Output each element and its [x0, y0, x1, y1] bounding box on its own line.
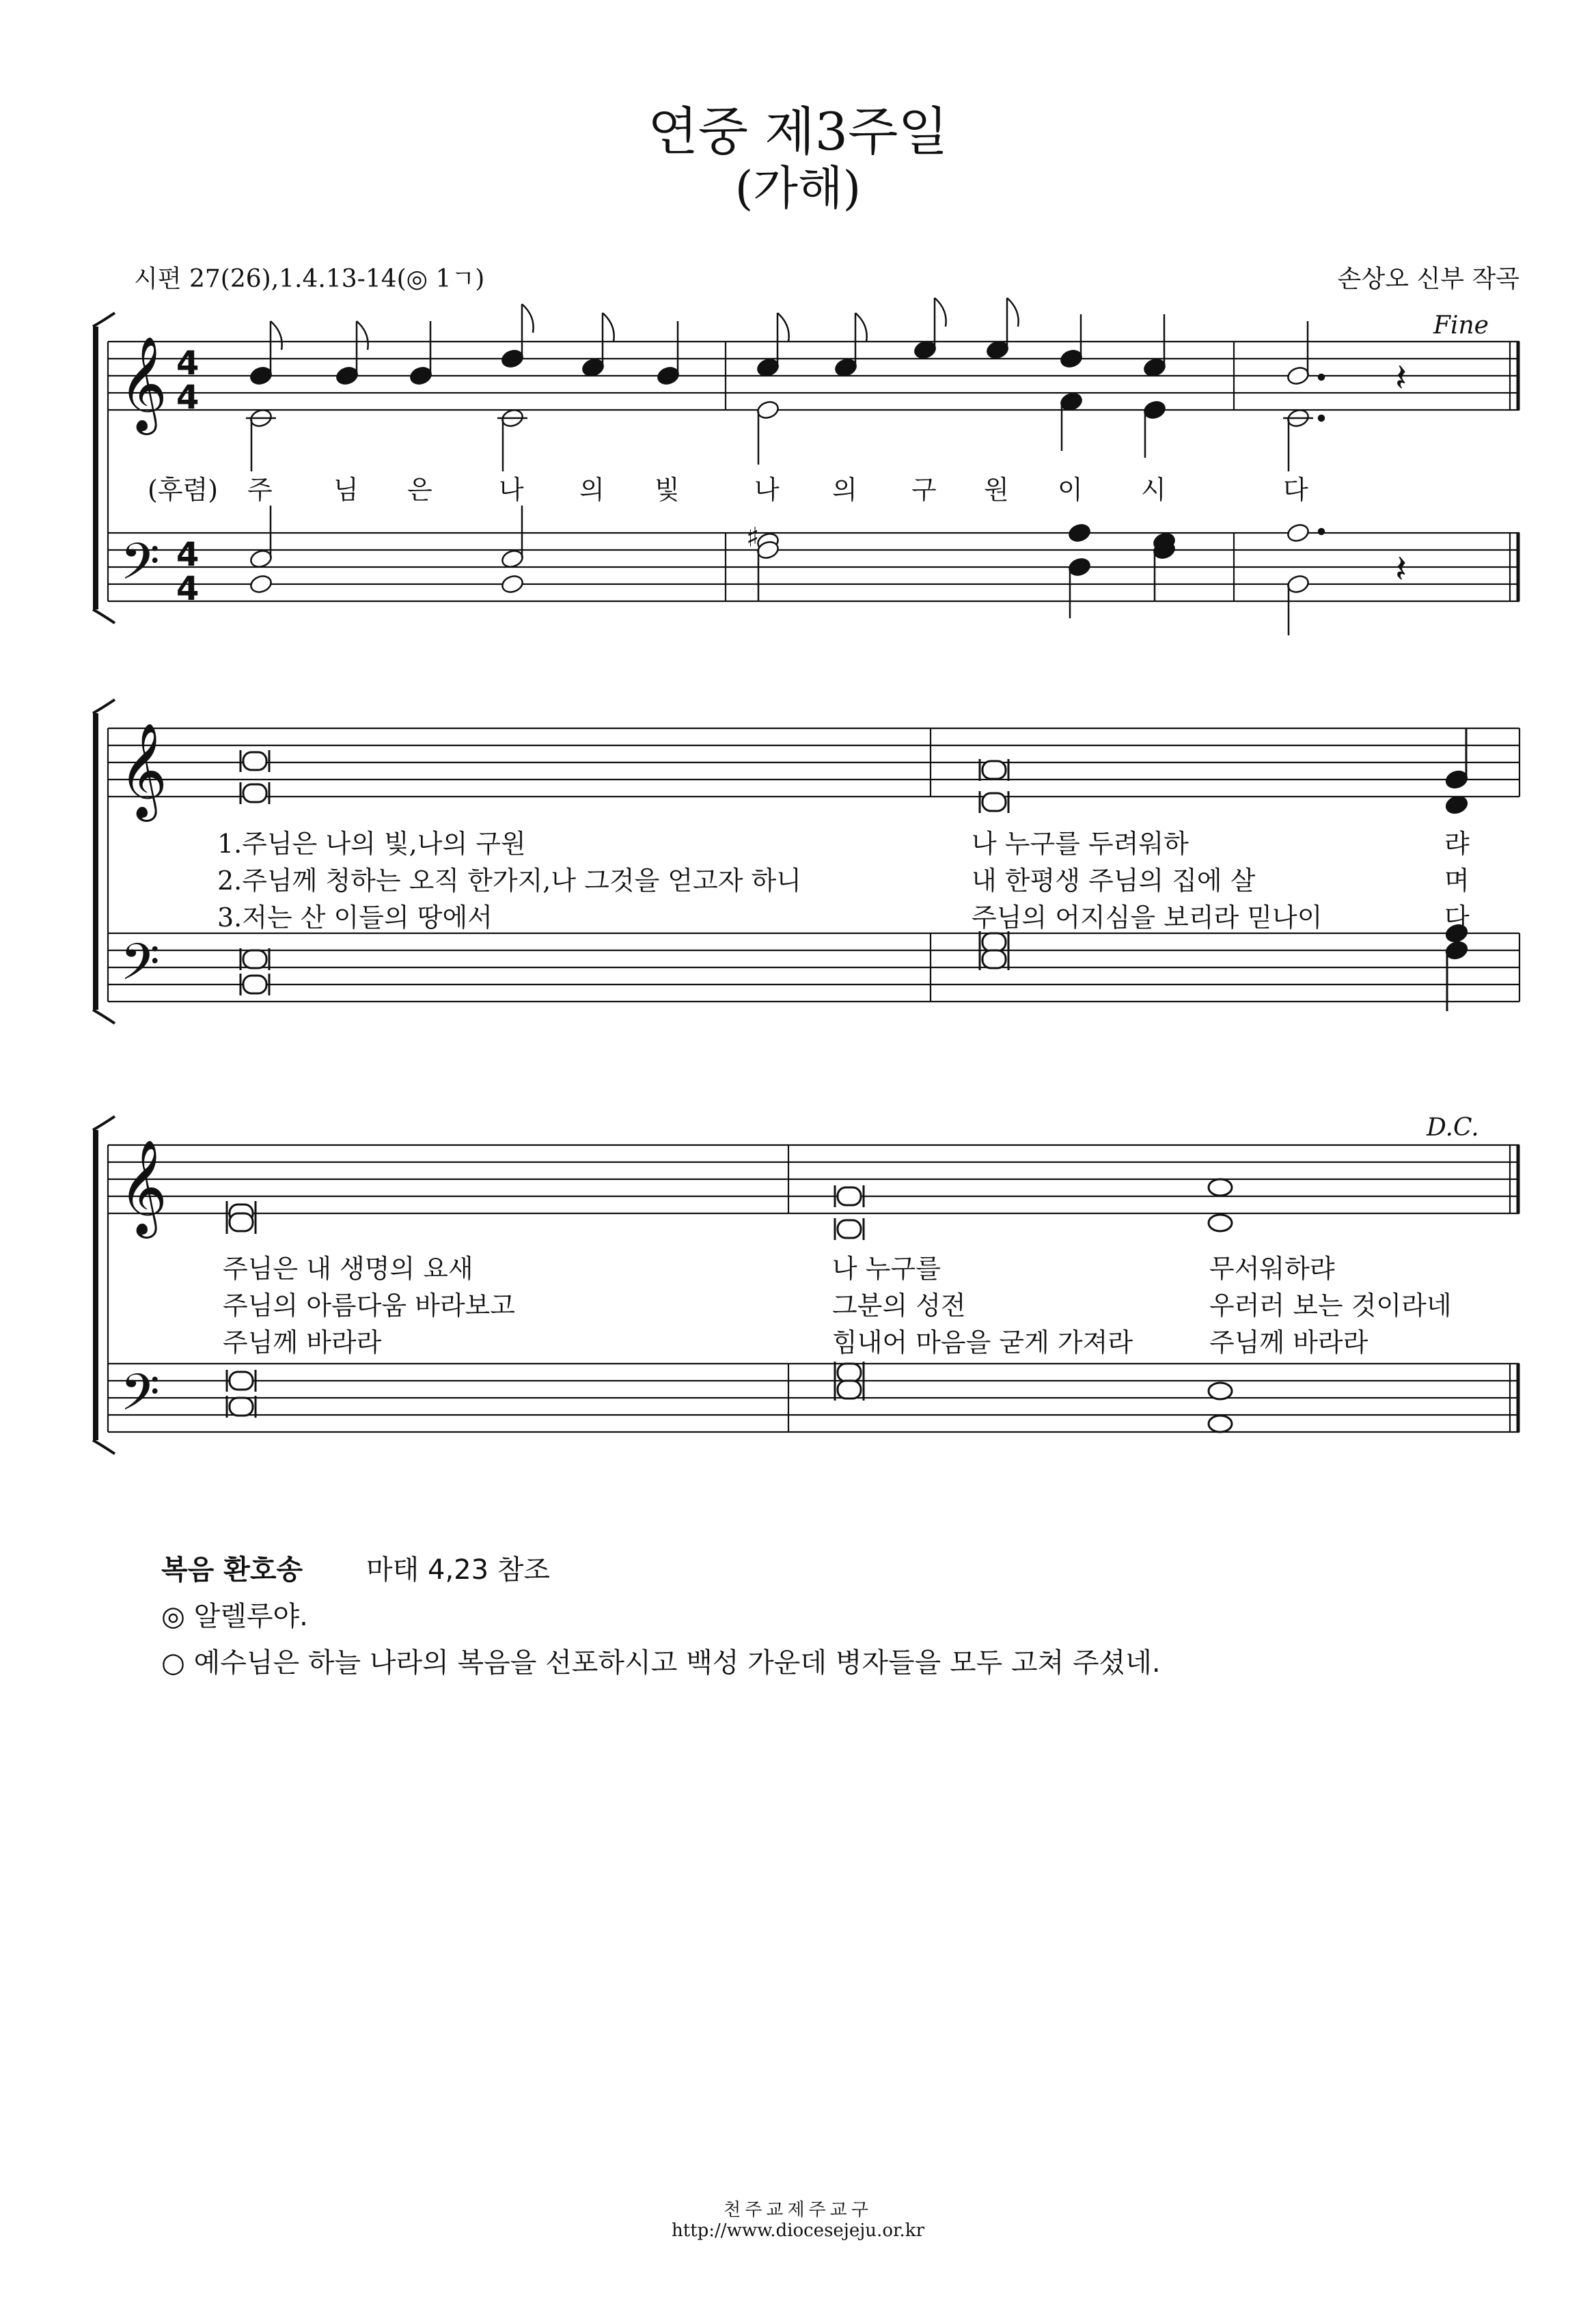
page-subtitle: (가해) — [734, 162, 862, 216]
lyric-syllable: 빛 — [655, 475, 680, 505]
lyric-syllable: 다 — [1283, 475, 1308, 505]
svg-text:𝄽: 𝄽 — [1395, 356, 1407, 400]
system-3-bracket — [93, 1116, 115, 1454]
lyric-syllable: 나 — [499, 475, 524, 505]
verse-3-line-c: 다 — [1444, 903, 1470, 933]
svg-text:4: 4 — [176, 570, 200, 608]
lyric-syllable: 님 — [333, 475, 359, 505]
verse-1-line-a: 1.주님은 나의 빛,나의 구원 — [217, 829, 526, 859]
verse-1-line-e: 나 누구를 — [832, 1254, 941, 1284]
system-1-bass-staff — [108, 533, 1519, 601]
verse-1-line-b: 나 누구를 두려워하 — [972, 829, 1189, 859]
psalm-reference: 시편 27(26),1.4.13-14(◎ 1ㄱ) — [134, 265, 485, 293]
footer-organization: 천주교제주교구 — [724, 2200, 872, 2220]
gospel-verse: ○ 예수님은 하늘 나라의 복음을 선포하시고 백성 가운데 병자들을 모두 고쳐 주셨네. — [161, 1647, 1161, 1679]
gospel-heading: 복음 환호송 — [161, 1554, 303, 1586]
bass-clef-icon: 𝄢 — [120, 532, 160, 604]
svg-text:𝄞: 𝄞 — [119, 1140, 167, 1235]
time-signature-4-4: 4 — [176, 344, 200, 383]
verse-2-line-c: 며 — [1444, 866, 1470, 896]
verse-2-line-a: 2.주님께 청하는 오직 한가지,나 그것을 얻고자 하니 — [217, 866, 801, 896]
lyric-syllable: 의 — [832, 475, 857, 505]
svg-text:𝄢: 𝄢 — [120, 933, 160, 1004]
svg-text:𝄢: 𝄢 — [120, 1363, 160, 1435]
gospel-response: ◎ 알렐루야. — [161, 1601, 308, 1632]
verse-1-line-f: 무서워하랴 — [1209, 1254, 1335, 1284]
lyric-syllable: 의 — [579, 475, 605, 505]
svg-text:𝄞: 𝄞 — [119, 723, 167, 818]
verse-1-line-c: 랴 — [1444, 829, 1470, 859]
composer-credit: 손상오 신부 작곡 — [1337, 265, 1519, 293]
footer-url[interactable]: http://www.diocesejeju.or.kr — [672, 2220, 924, 2241]
lyric-syllable: 시 — [1141, 475, 1166, 505]
treble-clef-icon: 𝄞 — [119, 336, 167, 431]
lyric-syllable: 구 — [911, 475, 937, 505]
verse-2-line-b: 내 한평생 주님의 집에 살 — [972, 866, 1256, 896]
verse-3-line-f: 주님께 바라라 — [1209, 1327, 1368, 1358]
verse-2-line-e: 그분의 성전 — [832, 1291, 966, 1321]
verse-2-line-f: 우러러 보는 것이라네 — [1209, 1291, 1452, 1321]
verse-3-line-d: 주님께 바라라 — [223, 1327, 382, 1358]
fine-marking: Fine — [1433, 312, 1489, 340]
lyric-syllable: 나 — [754, 475, 780, 505]
lyric-syllable: 이 — [1058, 475, 1083, 505]
verse-2-line-d: 주님의 아름다움 바라보고 — [223, 1291, 515, 1321]
lyric-syllable: 주 — [247, 475, 273, 505]
system-2-bracket — [93, 700, 115, 1023]
verse-1-line-d: 주님은 내 생명의 요새 — [223, 1254, 473, 1284]
svg-text:♯: ♯ — [746, 522, 760, 553]
svg-text:4: 4 — [176, 378, 200, 417]
dc-marking: D.C. — [1427, 1114, 1479, 1142]
svg-text:𝄽: 𝄽 — [1395, 547, 1407, 592]
verse-3-line-b: 주님의 어지심을 보리라 믿나이 — [972, 903, 1323, 933]
verse-3-line-a: 3.저는 산 이들의 땅에서 — [217, 903, 493, 933]
system-1-lower-voice — [246, 391, 1324, 471]
system-1-bass-notes — [249, 506, 1324, 635]
verse-3-line-e: 힘내어 마음을 굳게 가져라 — [832, 1327, 1133, 1358]
page-title: 연중 제3주일 — [648, 101, 948, 162]
lyric-syllable: 원 — [984, 475, 1009, 505]
lyric-syllable: 은 — [407, 475, 432, 505]
gospel-reference: 마태 4,23 참조 — [366, 1554, 551, 1586]
svg-text:4: 4 — [176, 536, 200, 574]
refrain-label: (후렴) — [148, 475, 219, 505]
